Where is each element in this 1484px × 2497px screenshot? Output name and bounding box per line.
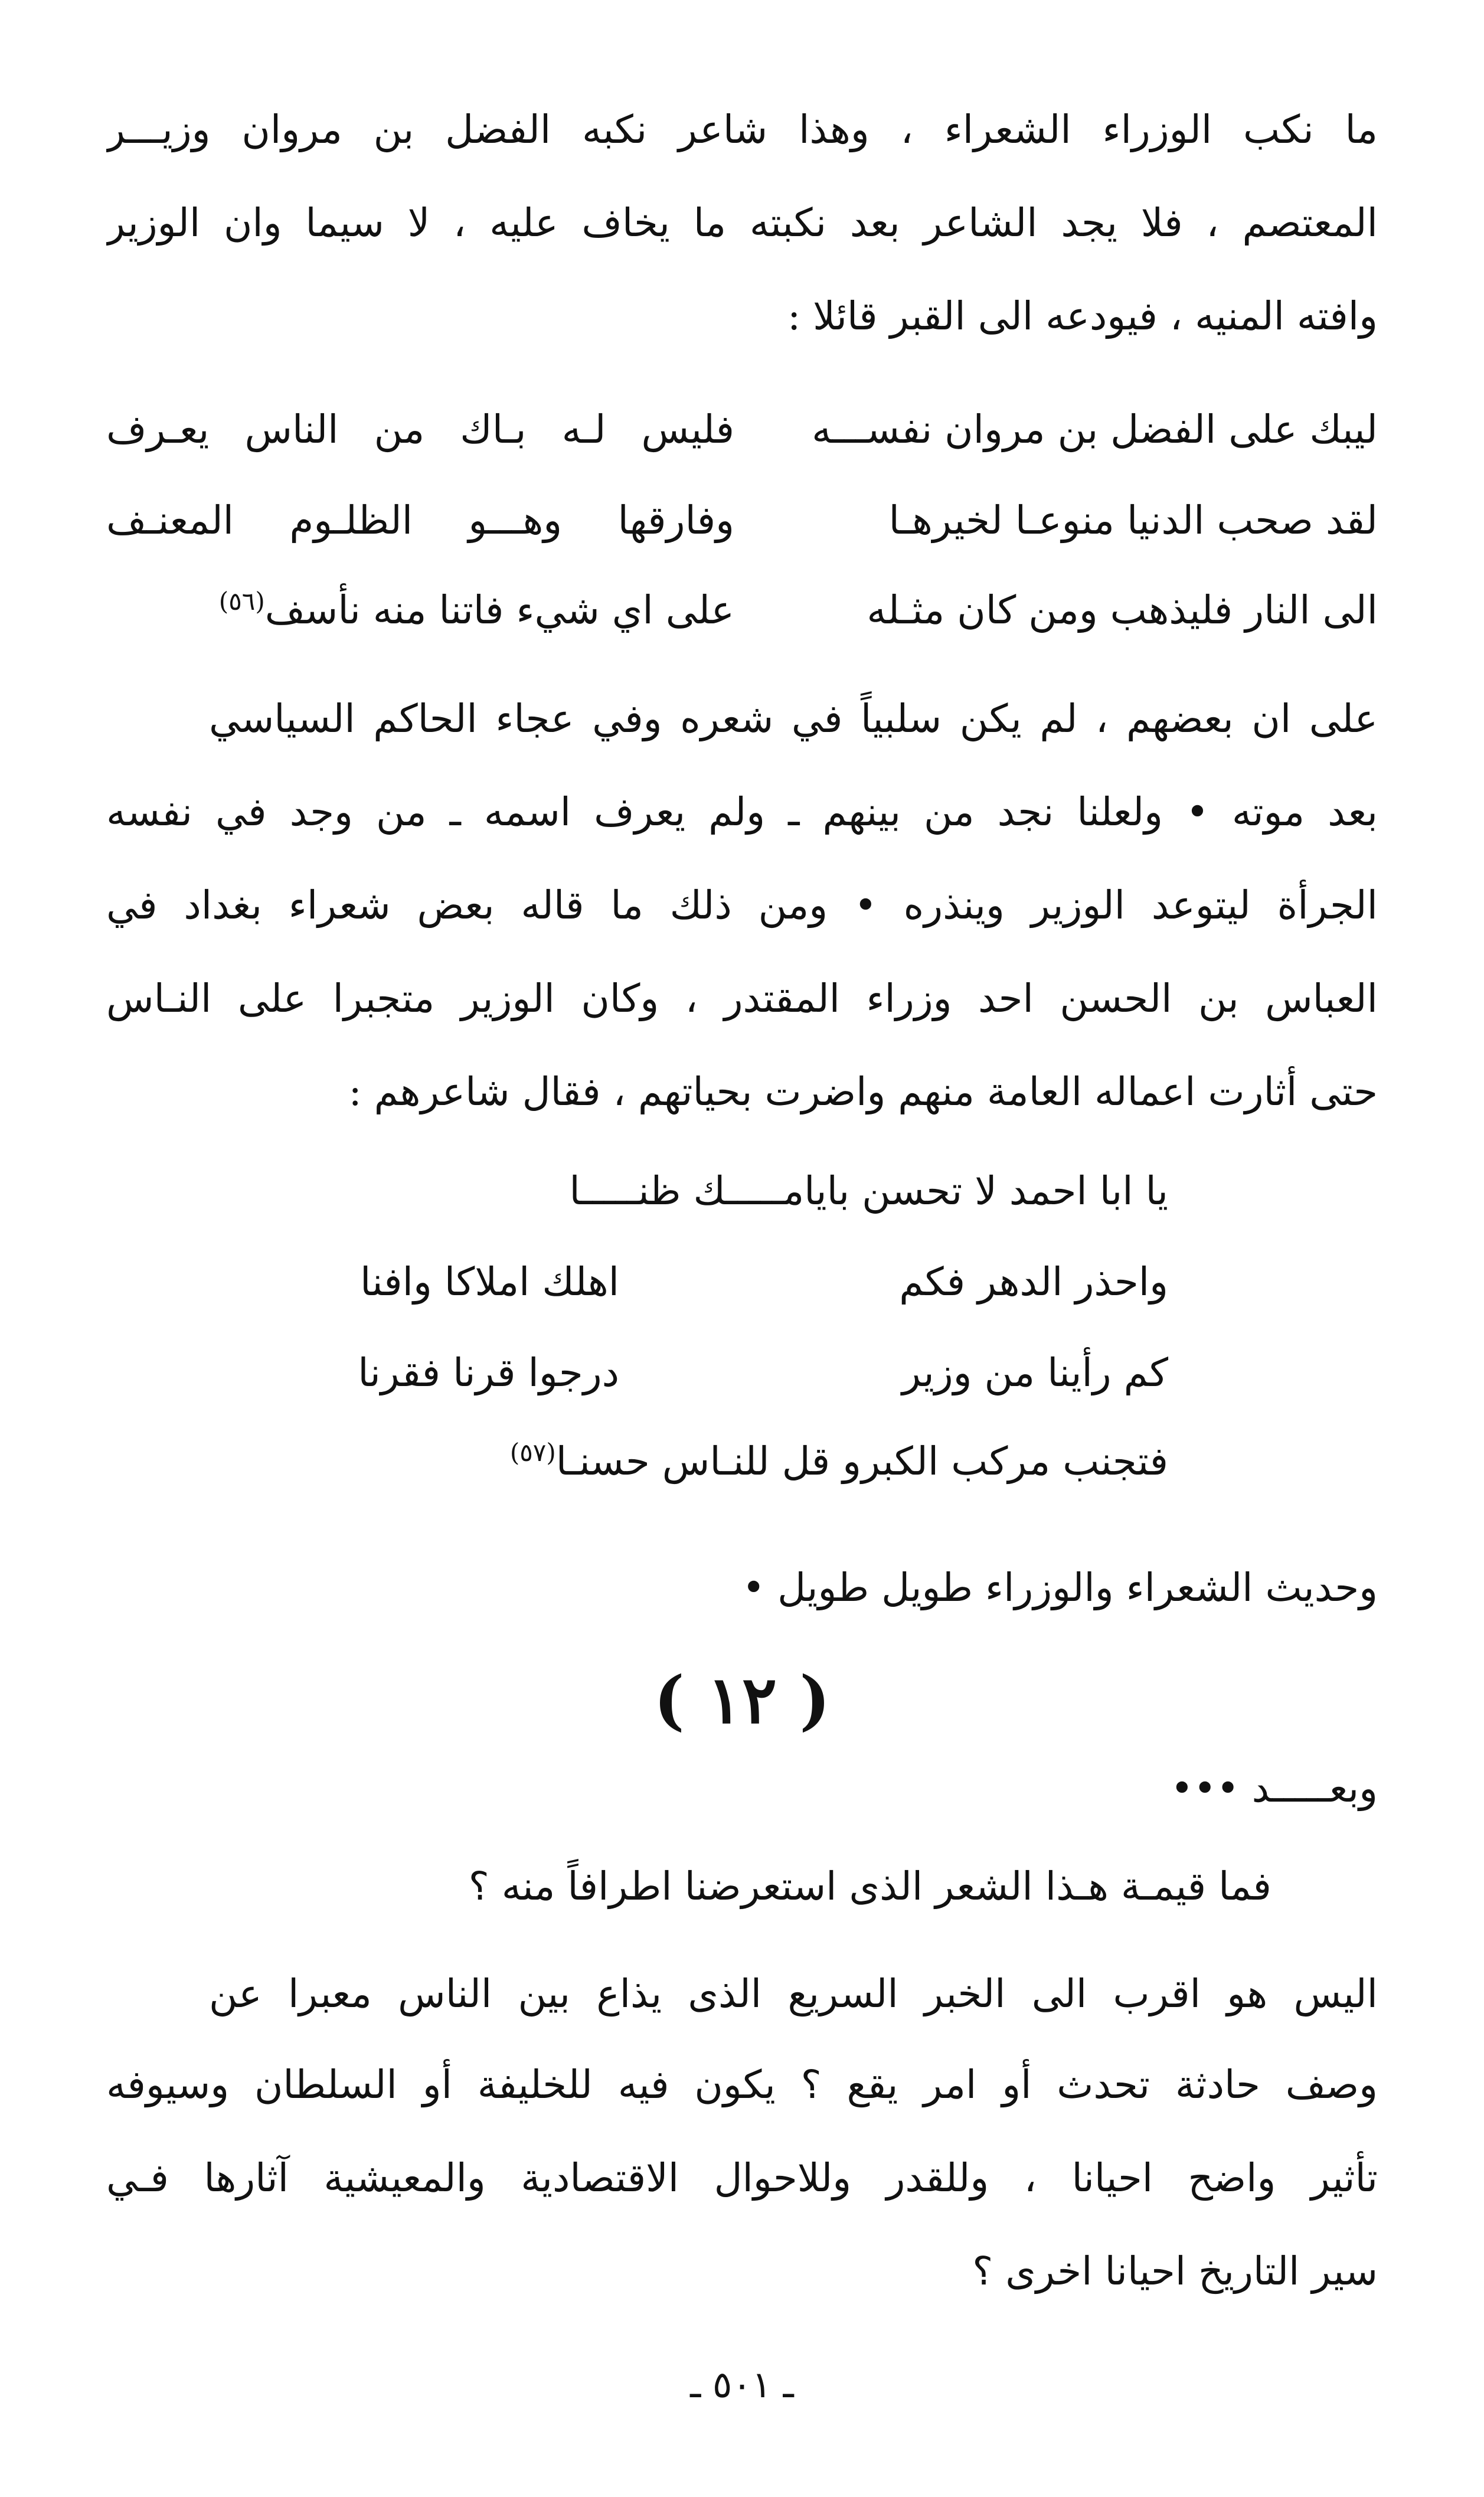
paragraph-line: تأثير واضح احيانا ، وللقدر وللاحوال الاقتصادية والمعيشية آثارها فـي	[106, 2155, 1378, 2201]
verse-second-hemistich	[106, 581, 734, 640]
paragraph-line: فما قيمـة هـذا الشعر الذى استعرضنا اطرافاً منه ؟	[468, 1864, 1271, 1909]
poem-verse	[0, 1344, 1484, 1403]
paragraph-line: وصف حادثة تحدث أو امر يقع ؟ يكون فيه للخليفة أو السلطان وسيوفه	[106, 2062, 1378, 2107]
paragraph-line: المعتصم ، فلا يجد الشاعر بعد نكبته ما يخاف عليه ، لا سيما وان الوزير	[106, 200, 1378, 246]
paragraph-line: وحديث الشعراء والوزراء طويل طويل •	[742, 1565, 1378, 1610]
footnote-marker: (٥٦)	[218, 587, 265, 616]
paragraph-line: اليس هو اقرب الى الخبر السريع الذى يذاع بين الناس معبرا عن	[209, 1971, 1378, 2016]
section-heading: ( ١٢ )	[653, 1662, 831, 1738]
paragraph-line: حتى أثارت اعماله العامة منهم واضرت بحياتهم ، فقال شاعرهم :	[348, 1069, 1378, 1115]
poem-verse	[0, 400, 1484, 459]
footnote-marker: (٥٧)	[509, 1438, 556, 1467]
paragraph-line: العباس بن الحسن احد وزراء المقتدر ، وكان الوزير متجبرا على النـاس	[106, 976, 1378, 1021]
paragraph-line: ما نكب الوزراء الشعراء ، وهذا شاعر نكبه الفضل بن مروان وزيـــر	[106, 107, 1378, 152]
page-number: ـ ٥٠١ ـ	[690, 2363, 794, 2406]
verse-first-hemistich: الى النار فليذهب ومن كان مثـله	[867, 587, 1378, 633]
verse-second-hemistich: درجوا قرنا فقرنا	[358, 1350, 619, 1395]
paragraph-line: وافته المنيه ، فيودعه الى القبر قائلا :	[787, 293, 1378, 339]
verse-second-hemistich: فليس لـه بـاك من الناس يعـرف	[106, 407, 734, 452]
verse-second-hemistich: وفارقها وهـــو الظلـوم المعنـف	[106, 498, 734, 543]
verse-first-hemistich: لقد صحب الدنيا منوعـا لخيرهـا	[888, 498, 1378, 543]
verse-second-hemistich: اهلك املاكا وافنا	[360, 1259, 619, 1305]
paragraph-line: الجرأة ليتوعد الوزير وينذره • ومن ذلك ما قاله بعض شعراء بغداد في	[106, 883, 1378, 928]
paragraph-line: سير التاريخ احيانا اخرى ؟	[972, 2248, 1378, 2294]
poem-verse	[0, 1253, 1484, 1312]
verse-text: على اي شيء فاتنا منه نأسف	[264, 587, 734, 633]
paragraph-line: وبعـــــد •••	[1170, 1766, 1378, 1811]
verse-first-hemistich: واحذر الدهر فكم	[899, 1259, 1168, 1305]
poem-verse	[0, 491, 1484, 550]
verse-text: فتجنب مركب الكبرو قل للنـاس حسنـا	[555, 1439, 1168, 1484]
poem-verse	[306, 1432, 1168, 1491]
verse-first-hemistich: كم رأينا من وزير	[901, 1350, 1168, 1395]
verse-first-hemistich: ليبك على الفضل بن مروان نفســـه	[812, 407, 1378, 452]
paragraph-line: على ان بعضهم ، لم يكن سلبياً في شعره وفي عجاء الحاكم السياسي	[209, 696, 1378, 741]
poem-verse: يا ابا احمد لا تحسن بايامـــــك ظنـــــا	[569, 1168, 1168, 1214]
poem-verse	[0, 581, 1484, 640]
paragraph-line: بعد موته • ولعلنا نجد من بينهم ـ ولم يعرف اسمه ـ من وجد في نفسه	[106, 789, 1378, 835]
